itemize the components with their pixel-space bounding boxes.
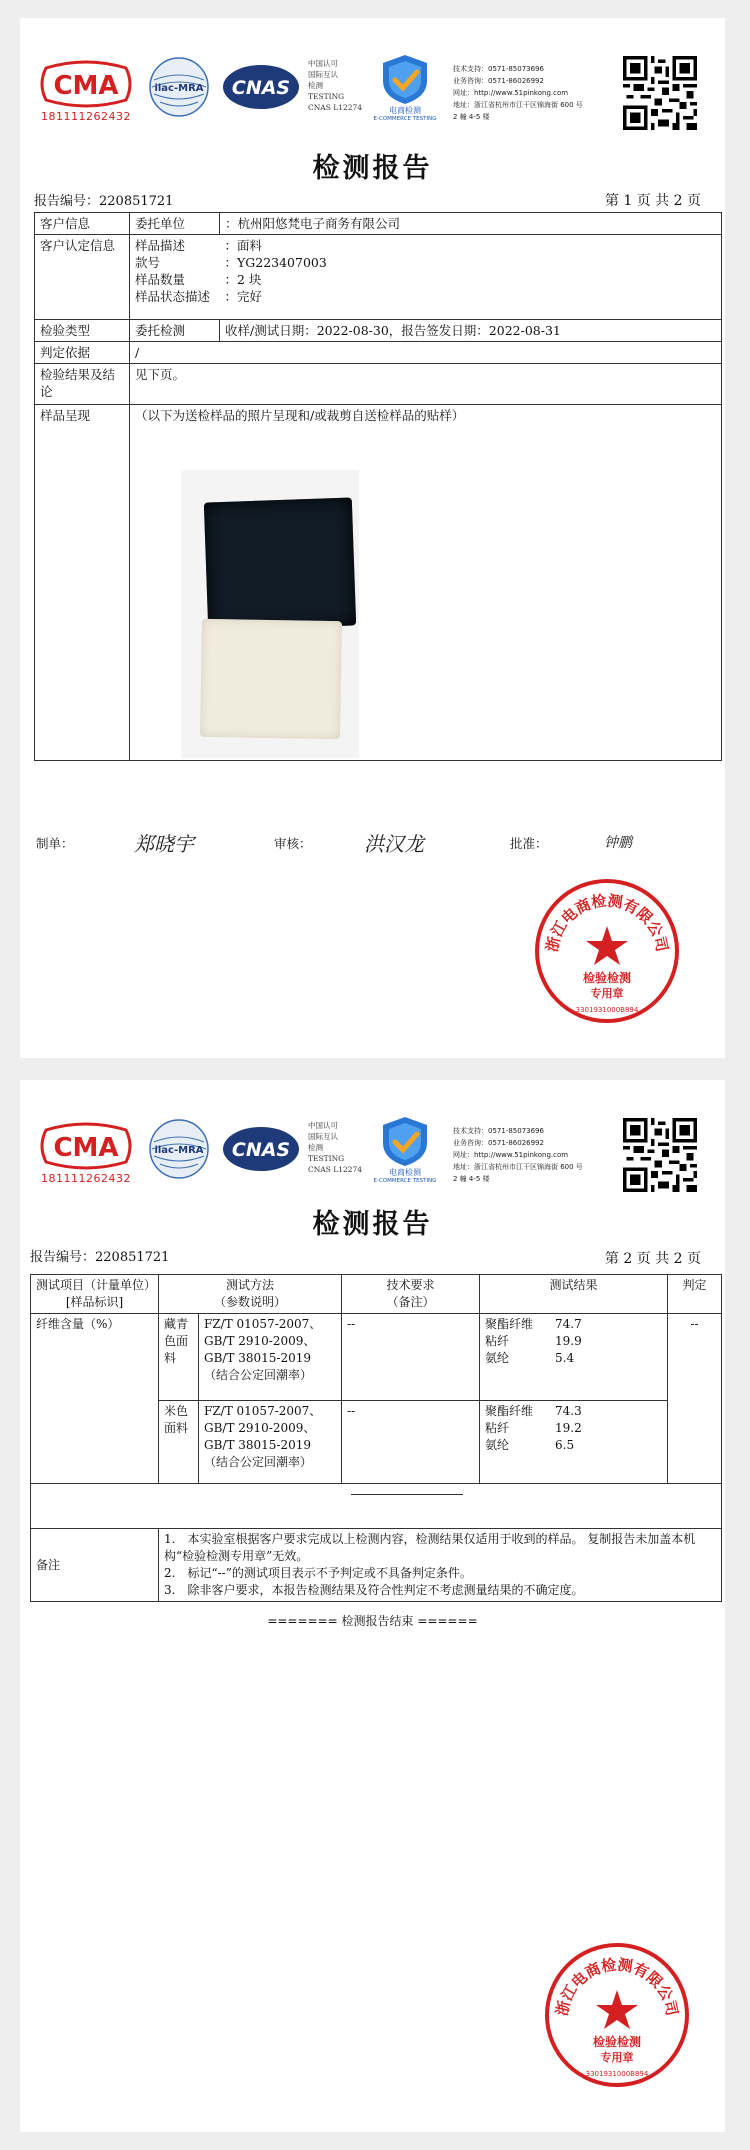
sample-state-value: ：完好 xyxy=(224,289,263,304)
header-verdict: 判定 xyxy=(668,1275,722,1314)
sample-name: 藏青色面料 xyxy=(159,1314,199,1401)
contact-info xyxy=(453,63,583,123)
fiber-row xyxy=(485,1420,662,1437)
sample-qty-value: ：2 块 xyxy=(224,272,262,287)
qr-code-icon xyxy=(623,1118,697,1192)
shield-sub: E-COMMERCE TESTING xyxy=(373,116,437,122)
header-requirement-sub: （备注） xyxy=(386,1295,435,1309)
cnas-logo-text: CNAS xyxy=(231,1139,291,1161)
cnas-line: CNAS L12274 xyxy=(308,1165,363,1174)
fiber-name: 粘纤 xyxy=(485,1334,510,1348)
separator-line xyxy=(351,1494,463,1495)
judgment-basis-value: / xyxy=(130,342,722,364)
cnas-line: TESTING xyxy=(308,92,345,101)
cma-logo-text: CMA xyxy=(53,71,119,101)
result-conclusion-label: 检验结果及结论 xyxy=(35,364,130,405)
remarks-label: 备注 xyxy=(31,1529,159,1602)
style-label: 款号 xyxy=(135,255,161,270)
contact-line: 2 幢 4-5 楼 xyxy=(453,113,490,121)
contact-line: 网址：http://www.51pinkong.com xyxy=(453,89,569,97)
seal-center-text-2: 专用章 xyxy=(600,2051,634,2064)
header-item-sub: [样品标识] xyxy=(65,1295,124,1309)
reviewed-by-signature: 洪汉龙 xyxy=(364,832,424,856)
header-method-sub: （参数说明） xyxy=(213,1295,286,1309)
seal-center-text: 检验检测 xyxy=(592,2035,642,2049)
report-page-1 xyxy=(20,18,725,1058)
report-number: 报告编号：220851721 xyxy=(34,194,174,209)
cma-logo-icon xyxy=(36,60,136,108)
report-page-2 xyxy=(20,1080,725,2132)
seal-top-text: 浙江电商检测有限公司 xyxy=(552,1955,682,2018)
fiber-value: 74.7 xyxy=(555,1317,582,1331)
verdict-value: -- xyxy=(668,1314,722,1484)
cnas-accreditation-text xyxy=(308,1120,362,1175)
shield-check-icon xyxy=(365,1115,445,1167)
cma-logo-text: CMA xyxy=(53,1133,119,1163)
test-method: FZ/T 01057-2007、GB/T 2910-2009、GB/T 38015-2019 xyxy=(204,1404,322,1452)
cnas-logo-icon xyxy=(222,63,300,111)
table-row xyxy=(35,320,722,342)
seal-top-text: 浙江电商检测有限公司 xyxy=(542,891,672,954)
fiber-value: 6.5 xyxy=(555,1438,575,1452)
ilac-mra-logo-icon xyxy=(148,56,210,118)
sample-photo-label: 样品呈现 xyxy=(35,405,130,761)
test-method: FZ/T 01057-2007、GB/T 2910-2009、GB/T 38015-2019 xyxy=(204,1317,322,1365)
cnas-line: CNAS L12274 xyxy=(308,103,363,112)
ilac-mra-logo-icon xyxy=(148,1118,210,1180)
cnas-line: 检测 xyxy=(308,81,323,90)
fiber-row xyxy=(485,1437,662,1454)
test-results-table xyxy=(30,1274,722,1602)
approved-by-label: 批准： xyxy=(510,836,548,851)
sample-desc-label: 样品描述 xyxy=(135,238,186,253)
official-seal-icon xyxy=(542,1940,692,2090)
table-row xyxy=(35,405,722,761)
table-row xyxy=(35,213,722,235)
contact-line: 技术支持：0571-85073696 xyxy=(453,1127,544,1135)
test-method-note: （结合公定回潮率） xyxy=(204,1455,313,1469)
beige-fabric-swatch xyxy=(200,619,342,739)
cma-logo-icon xyxy=(36,1122,136,1170)
fiber-row xyxy=(485,1333,662,1350)
contact-info xyxy=(453,1125,583,1185)
test-type-label: 检验类型 xyxy=(35,320,130,342)
sample-state-label: 样品状态描述 xyxy=(135,289,211,304)
requirement-value: -- xyxy=(342,1314,480,1401)
fiber-value: 19.2 xyxy=(555,1421,582,1435)
report-header xyxy=(20,1080,725,1190)
reviewed-by-label: 审核： xyxy=(274,836,312,851)
cma-logo xyxy=(36,60,136,132)
seal-bottom-number: 3301931000B894 xyxy=(585,2070,649,2078)
test-method-note: （结合公定回潮率） xyxy=(204,1368,313,1382)
prepared-by-signature: 郑晓宇 xyxy=(134,832,194,856)
cnas-line: TESTING xyxy=(308,1154,345,1163)
fiber-name: 氨纶 xyxy=(485,1351,510,1365)
separator-row xyxy=(31,1484,722,1529)
contact-line: 地址：浙江省杭州市江干区锦海街 600 号 xyxy=(453,101,583,109)
table-row xyxy=(35,342,722,364)
header-result: 测试结果 xyxy=(480,1275,668,1314)
report-info-table xyxy=(34,212,722,761)
report-number: 报告编号：220851721 xyxy=(30,1250,170,1265)
approved-by-signature: 钟鹏 xyxy=(604,835,632,851)
requirement-value: -- xyxy=(342,1401,480,1484)
fiber-name: 聚酯纤维 xyxy=(485,1404,534,1418)
official-seal-icon xyxy=(532,876,682,1026)
seal-center-text: 检验检测 xyxy=(582,971,632,985)
table-row xyxy=(35,364,722,405)
ecommerce-testing-logo xyxy=(365,53,445,131)
judgment-basis-label: 判定依据 xyxy=(35,342,130,364)
ilac-logo-text: ilac-MRA xyxy=(154,83,204,94)
test-type-value: 委托检测 xyxy=(130,320,220,342)
remark-item: 3. 除非客户要求，本报告检测结果及符合性判定不考虑测量结果的不确定度。 xyxy=(164,1583,584,1597)
report-header xyxy=(20,18,725,128)
table-row xyxy=(31,1314,722,1401)
shield-label: 电商检测 xyxy=(389,1168,421,1177)
contact-line: 业务咨询：0571-86026992 xyxy=(453,77,544,85)
fiber-value: 74.3 xyxy=(555,1404,582,1418)
header-requirement: 技术要求 xyxy=(386,1278,435,1292)
entrusting-unit-label: 委托单位 xyxy=(130,213,220,235)
ecommerce-testing-logo xyxy=(365,1115,445,1193)
fiber-value: 19.9 xyxy=(555,1334,582,1348)
cnas-line: 国际互认 xyxy=(308,70,338,79)
fiber-row xyxy=(485,1316,662,1333)
cma-logo xyxy=(36,1122,136,1194)
contact-line: 地址：浙江省杭州市江干区锦海街 600 号 xyxy=(453,1163,583,1171)
item-name: 纤维含量（%） xyxy=(31,1314,159,1484)
header-item: 测试项目（计量单位） xyxy=(36,1278,157,1292)
cnas-accreditation-text xyxy=(308,58,362,113)
cnas-line: 国际互认 xyxy=(308,1132,338,1141)
table-row xyxy=(35,235,722,320)
client-confirm-label: 客户认定信息 xyxy=(35,235,130,320)
page-number: 第 1 页 共 2 页 xyxy=(604,193,701,209)
sample-photo xyxy=(181,470,359,758)
seal-bottom-number: 3301931000B894 xyxy=(575,1006,639,1014)
table-header-row xyxy=(31,1275,722,1314)
shield-check-icon xyxy=(365,53,445,105)
shield-sub: E-COMMERCE TESTING xyxy=(373,1178,437,1184)
fiber-value: 5.4 xyxy=(555,1351,575,1365)
sample-name: 米色面料 xyxy=(159,1401,199,1484)
fiber-name: 粘纤 xyxy=(485,1421,510,1435)
prepared-by-label: 制单： xyxy=(36,836,74,851)
contact-line: 2 幢 4-5 楼 xyxy=(453,1175,490,1183)
report-title: 检测报告 xyxy=(312,1209,433,1240)
shield-label: 电商检测 xyxy=(389,106,421,115)
report-end-marker: ======= 检测报告结束 ====== xyxy=(267,1614,478,1628)
cnas-line: 中国认可 xyxy=(308,59,338,68)
cnas-line: 检测 xyxy=(308,1143,323,1152)
sample-desc-value: ：面料 xyxy=(224,238,263,253)
cnas-line: 中国认可 xyxy=(308,1121,338,1130)
fiber-name: 氨纶 xyxy=(485,1438,510,1452)
entrusting-unit-value: ：杭州阳悠梵电子商务有限公司 xyxy=(220,213,722,235)
fiber-row xyxy=(485,1403,662,1420)
cma-number: 181111262432 xyxy=(41,1172,131,1185)
qr-code-icon xyxy=(623,56,697,130)
test-dates-value: 收样/测试日期：2022-08-30，报告签发日期：2022-08-31 xyxy=(220,320,722,342)
page-number: 第 2 页 共 2 页 xyxy=(604,1251,701,1267)
ilac-logo-text: ilac-MRA xyxy=(154,1145,204,1156)
sample-photo-note: （以下为送检样品的照片呈现和/或裁剪自送检样品的贴样） xyxy=(135,408,465,423)
contact-line: 业务咨询：0571-86026992 xyxy=(453,1139,544,1147)
navy-fabric-swatch xyxy=(204,497,356,630)
cnas-logo-icon xyxy=(222,1125,300,1173)
cma-number: 181111262432 xyxy=(41,110,131,123)
remark-item: 2. 标记“--”的测试项目表示不予判定或不具备判定条件。 xyxy=(164,1566,472,1580)
client-info-label: 客户信息 xyxy=(35,213,130,235)
contact-line: 技术支持：0571-85073696 xyxy=(453,65,544,73)
report-title: 检测报告 xyxy=(312,153,433,184)
contact-line: 网址：http://www.51pinkong.com xyxy=(453,1151,569,1159)
fiber-row xyxy=(485,1350,662,1367)
seal-center-text-2: 专用章 xyxy=(590,987,624,1000)
remark-item: 1. 本实验室根据客户要求完成以上检测内容，检测结果仅适用于收到的样品。 复制报告未加盖本机构“检验检测专用章”无效。 xyxy=(164,1532,696,1563)
sample-qty-label: 样品数量 xyxy=(135,272,186,287)
header-method: 测试方法 xyxy=(225,1278,274,1292)
style-value: ：YG223407003 xyxy=(224,255,327,270)
remarks-row xyxy=(31,1529,722,1602)
cnas-logo-text: CNAS xyxy=(231,77,291,99)
result-conclusion-value: 见下页。 xyxy=(130,364,722,405)
fiber-name: 聚酯纤维 xyxy=(485,1317,534,1331)
